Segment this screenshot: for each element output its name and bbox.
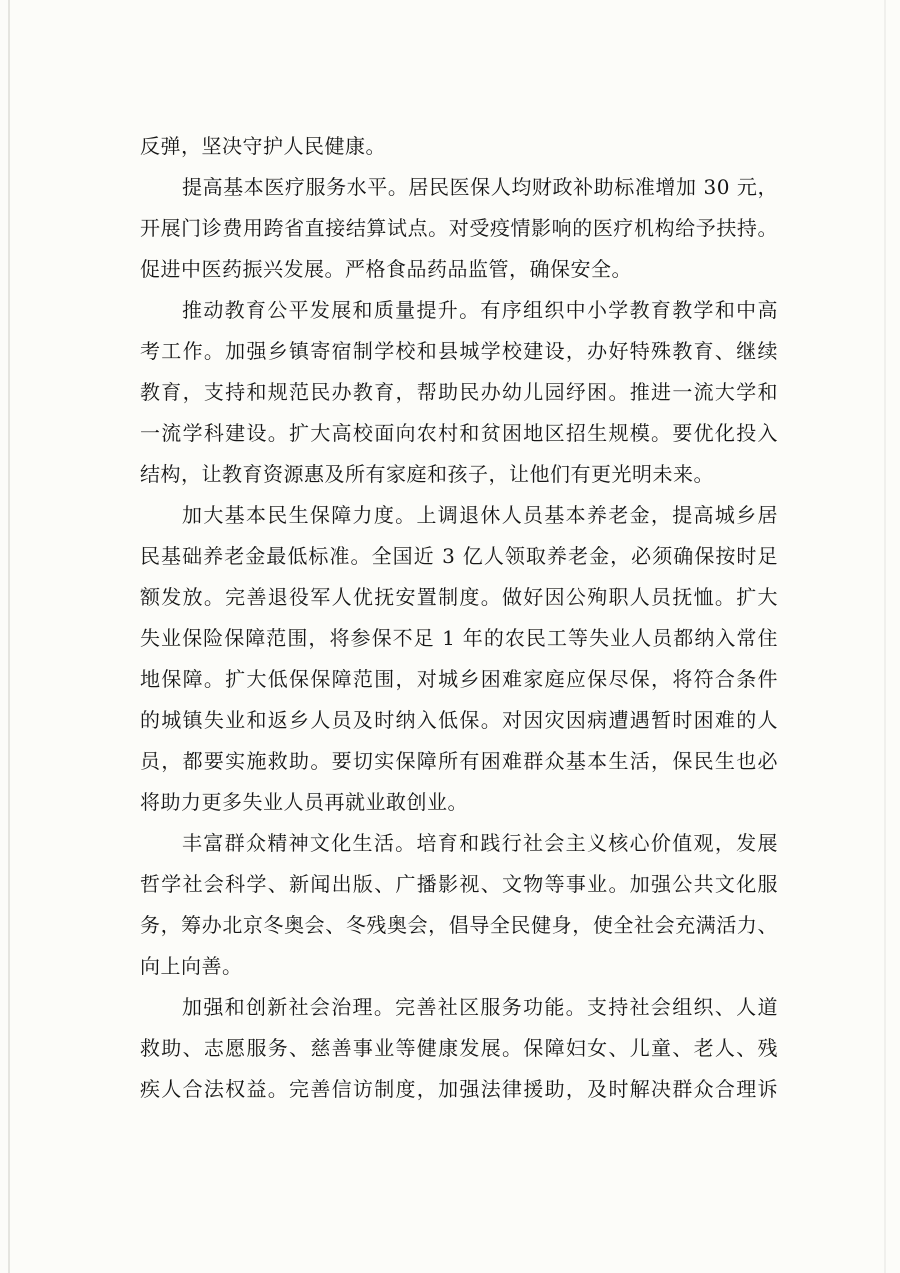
text-line: 促进中医药振兴发展。严格食品药品监管，确保安全。: [140, 257, 632, 281]
text-line: 失业保险保障范围，将参保不足 1 年的农民工等失业人员都纳入常住: [140, 626, 778, 650]
page-right-edge: [884, 0, 886, 1273]
text-line: 反弹，坚决守护人民健康。: [140, 134, 386, 158]
text-line: 一流学科建设。扩大高校面向农村和贫困地区招生规模。要优化投入: [140, 421, 778, 445]
text-line: 加强和创新社会治理。完善社区服务功能。支持社会组织、人道: [182, 995, 778, 1019]
text-line: 结构，让教育资源惠及所有家庭和孩子，让他们有更光明未来。: [140, 462, 714, 486]
text-line: 提高基本医疗服务水平。居民医保人均财政补助标准增加 30 元，: [182, 175, 778, 199]
text-line: 地保障。扩大低保保障范围，对城乡困难家庭应保尽保，将符合条件: [140, 667, 778, 691]
text-line: 的城镇失业和返乡人员及时纳入低保。对因灾因病遭遇暂时困难的人: [140, 708, 778, 732]
text-line: 推动教育公平发展和质量提升。有序组织中小学教育教学和中高: [182, 298, 778, 322]
text-line: 加大基本民生保障力度。上调退休人员基本养老金，提高城乡居: [182, 503, 778, 527]
text-line: 将助力更多失业人员再就业敢创业。: [140, 790, 468, 814]
text-line: 民基础养老金最低标准。全国近 3 亿人领取养老金，必须确保按时足: [140, 544, 778, 568]
page-left-edge: [8, 0, 10, 1273]
text-line: 丰富群众精神文化生活。培育和践行社会主义核心价值观，发展: [182, 831, 778, 855]
text-line: 额发放。完善退役军人优抚安置制度。做好因公殉职人员抚恤。扩大: [140, 585, 778, 609]
text-line: 员，都要实施救助。要切实保障所有困难群众基本生活，保民生也必: [140, 749, 778, 773]
text-line: 考工作。加强乡镇寄宿制学校和县城学校建设，办好特殊教育、继续: [140, 339, 778, 363]
text-line: 向上向善。: [140, 954, 243, 978]
text-line: 救助、志愿服务、慈善事业等健康发展。保障妇女、儿童、老人、残: [140, 1036, 778, 1060]
text-line: 开展门诊费用跨省直接结算试点。对受疫情影响的医疗机构给予扶持。: [140, 216, 778, 240]
text-line: 务，筹办北京冬奥会、冬残奥会，倡导全民健身，使全社会充满活力、: [140, 913, 778, 937]
text-line: 教育，支持和规范民办教育，帮助民办幼儿园纾困。推进一流大学和: [140, 380, 778, 404]
text-line: 疾人合法权益。完善信访制度，加强法律援助，及时解决群众合理诉: [140, 1077, 778, 1101]
text-line: 哲学社会科学、新闻出版、广播影视、文物等事业。加强公共文化服: [140, 872, 778, 896]
document-text-block: [140, 126, 778, 1110]
